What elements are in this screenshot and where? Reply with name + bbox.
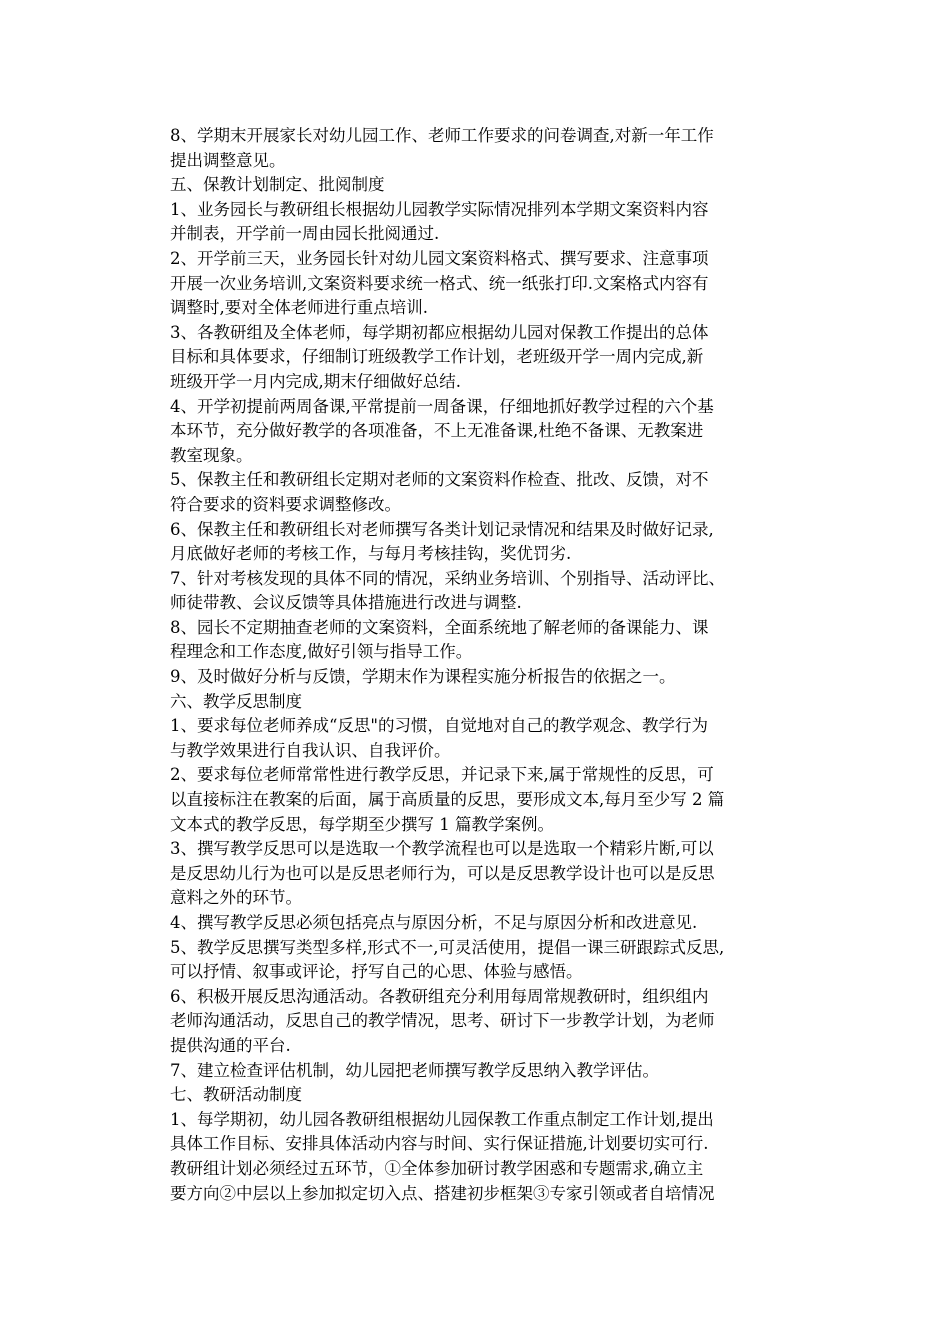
text-line: 4、开学初提前两周备课,平常提前一周备课，仔细地抓好教学过程的六个基 xyxy=(170,396,714,416)
text-line: 5、保教主任和教研组长定期对老师的文案资料作检查、批改、反馈，对不 xyxy=(170,470,709,490)
text-line: 要方向②中层以上参加拟定切入点、搭建初步框架③专家引领或者自培情况 xyxy=(170,1183,715,1203)
text-line: 9、及时做好分析与反馈，学期末作为课程实施分析报告的依据之一。 xyxy=(170,667,676,687)
text-line: 提出调整意见。 xyxy=(170,150,286,170)
section-heading: 七、教研活动制度 xyxy=(170,1085,302,1105)
section-heading: 五、保教计划制定、批阅制度 xyxy=(170,175,385,195)
text-line: 教室现象。 xyxy=(170,445,253,465)
text-line: 师徒带教、会议反馈等具体措施进行改进与调整. xyxy=(170,593,522,613)
text-line: 8、学期末开展家长对幼儿园工作、老师工作要求的问卷调查,对新一年工作 xyxy=(170,126,714,145)
text-line: 月底做好老师的考核工作，与每月考核挂钩，奖优罚劣. xyxy=(170,544,572,564)
text-line: 3、撰写教学反思可以是选取一个教学流程也可以是选取一个精彩片断,可以 xyxy=(170,839,714,859)
text-line: 2、开学前三天，业务园长针对幼儿园文案资料格式、撰写要求、注意事项 xyxy=(170,248,709,268)
text-line: 1、业务园长与教研组长根据幼儿园教学实际情况排列本学期文案资料内容 xyxy=(170,199,709,219)
text-line: 具体工作目标、安排具体活动内容与时间、实行保证措施,计划要切实可行. xyxy=(170,1134,709,1154)
text-line: 目标和具体要求，仔细制订班级教学工作计划，老班级开学一周内完成,新 xyxy=(170,347,704,367)
text-line: 符合要求的资料要求调整修改。 xyxy=(170,494,401,514)
text-line: 6、积极开展反思沟通活动。各教研组充分利用每周常规教研时，组织组内 xyxy=(170,986,709,1006)
text-line: 意料之外的环节。 xyxy=(170,888,302,908)
text-line: 调整时,要对全体老师进行重点培训. xyxy=(170,298,428,318)
text-line: 提供沟通的平台. xyxy=(170,1035,291,1055)
text-line: 6、保教主任和教研组长对老师撰写各类计划记录情况和结果及时做好记录, xyxy=(170,519,714,539)
text-line: 与教学效果进行自我认识、自我评价。 xyxy=(170,740,451,760)
text-line: 7、建立检查评估机制，幼儿园把老师撰写教学反思纳入教学评估。 xyxy=(170,1060,659,1080)
text-line: 4、撰写教学反思必须包括亮点与原因分析，不足与原因分析和改进意见. xyxy=(170,913,698,932)
section-heading: 六、教学反思制度 xyxy=(170,691,302,711)
text-line: 开展一次业务培训,文案资料要求统一格式、统一纸张打印.文案格式内容有 xyxy=(170,273,709,293)
text-line: 并制表，开学前一周由园长批阅通过. xyxy=(170,224,440,244)
text-line: 教研组计划必须经过五环节，①全体参加研讨教学困惑和专题需求,确立主 xyxy=(170,1158,704,1178)
text-line: 是反思幼儿行为也可以是反思老师行为，可以是反思教学设计也可以是反思 xyxy=(170,863,715,883)
text-line: 1、每学期初，幼儿园各教研组根据幼儿园保教工作重点制定工作计划,提出 xyxy=(170,1109,714,1129)
text-line: 2、要求每位老师常常性进行教学反思，并记录下来,属于常规性的反思，可 xyxy=(170,765,714,785)
text-line: 1、要求每位老师养成“反思"的习惯，自觉地对自己的教学观念、教学行为 xyxy=(170,716,709,736)
text-line: 班级开学一月内完成,期末仔细做好总结. xyxy=(170,371,461,391)
text-line: 7、针对考核发现的具体不同的情况，采纳业务培训、个别指导、活动评比、 xyxy=(170,568,725,588)
text-line: 可以抒情、叙事或评论，抒写自己的心思、体验与感悟。 xyxy=(170,962,583,982)
document-body xyxy=(170,124,810,1206)
text-line: 5、教学反思撰写类型多样,形式不一,可灵活使用，提倡一课三研跟踪式反思, xyxy=(170,937,725,957)
text-line: 8、园长不定期抽查老师的文案资料，全面系统地了解老师的备课能力、课 xyxy=(170,617,709,637)
text-line: 老师沟通活动，反思自己的教学情况，思考、研讨下一步教学计划，为老师 xyxy=(170,1011,715,1031)
text-line: 文本式的教学反思，每学期至少撰写 1 篇教学案例。 xyxy=(170,814,554,834)
text-line: 3、各教研组及全体老师，每学期初都应根据幼儿园对保教工作提出的总体 xyxy=(170,322,709,342)
text-line: 程理念和工作态度,做好引领与指导工作。 xyxy=(170,642,473,662)
text-line: 本环节，充分做好教学的各项准备，不上无准备课,杜绝不备课、无教案进 xyxy=(170,421,704,441)
text-line: 以直接标注在教案的后面，属于高质量的反思，要形成文本,每月至少写 2 篇 xyxy=(170,790,725,810)
